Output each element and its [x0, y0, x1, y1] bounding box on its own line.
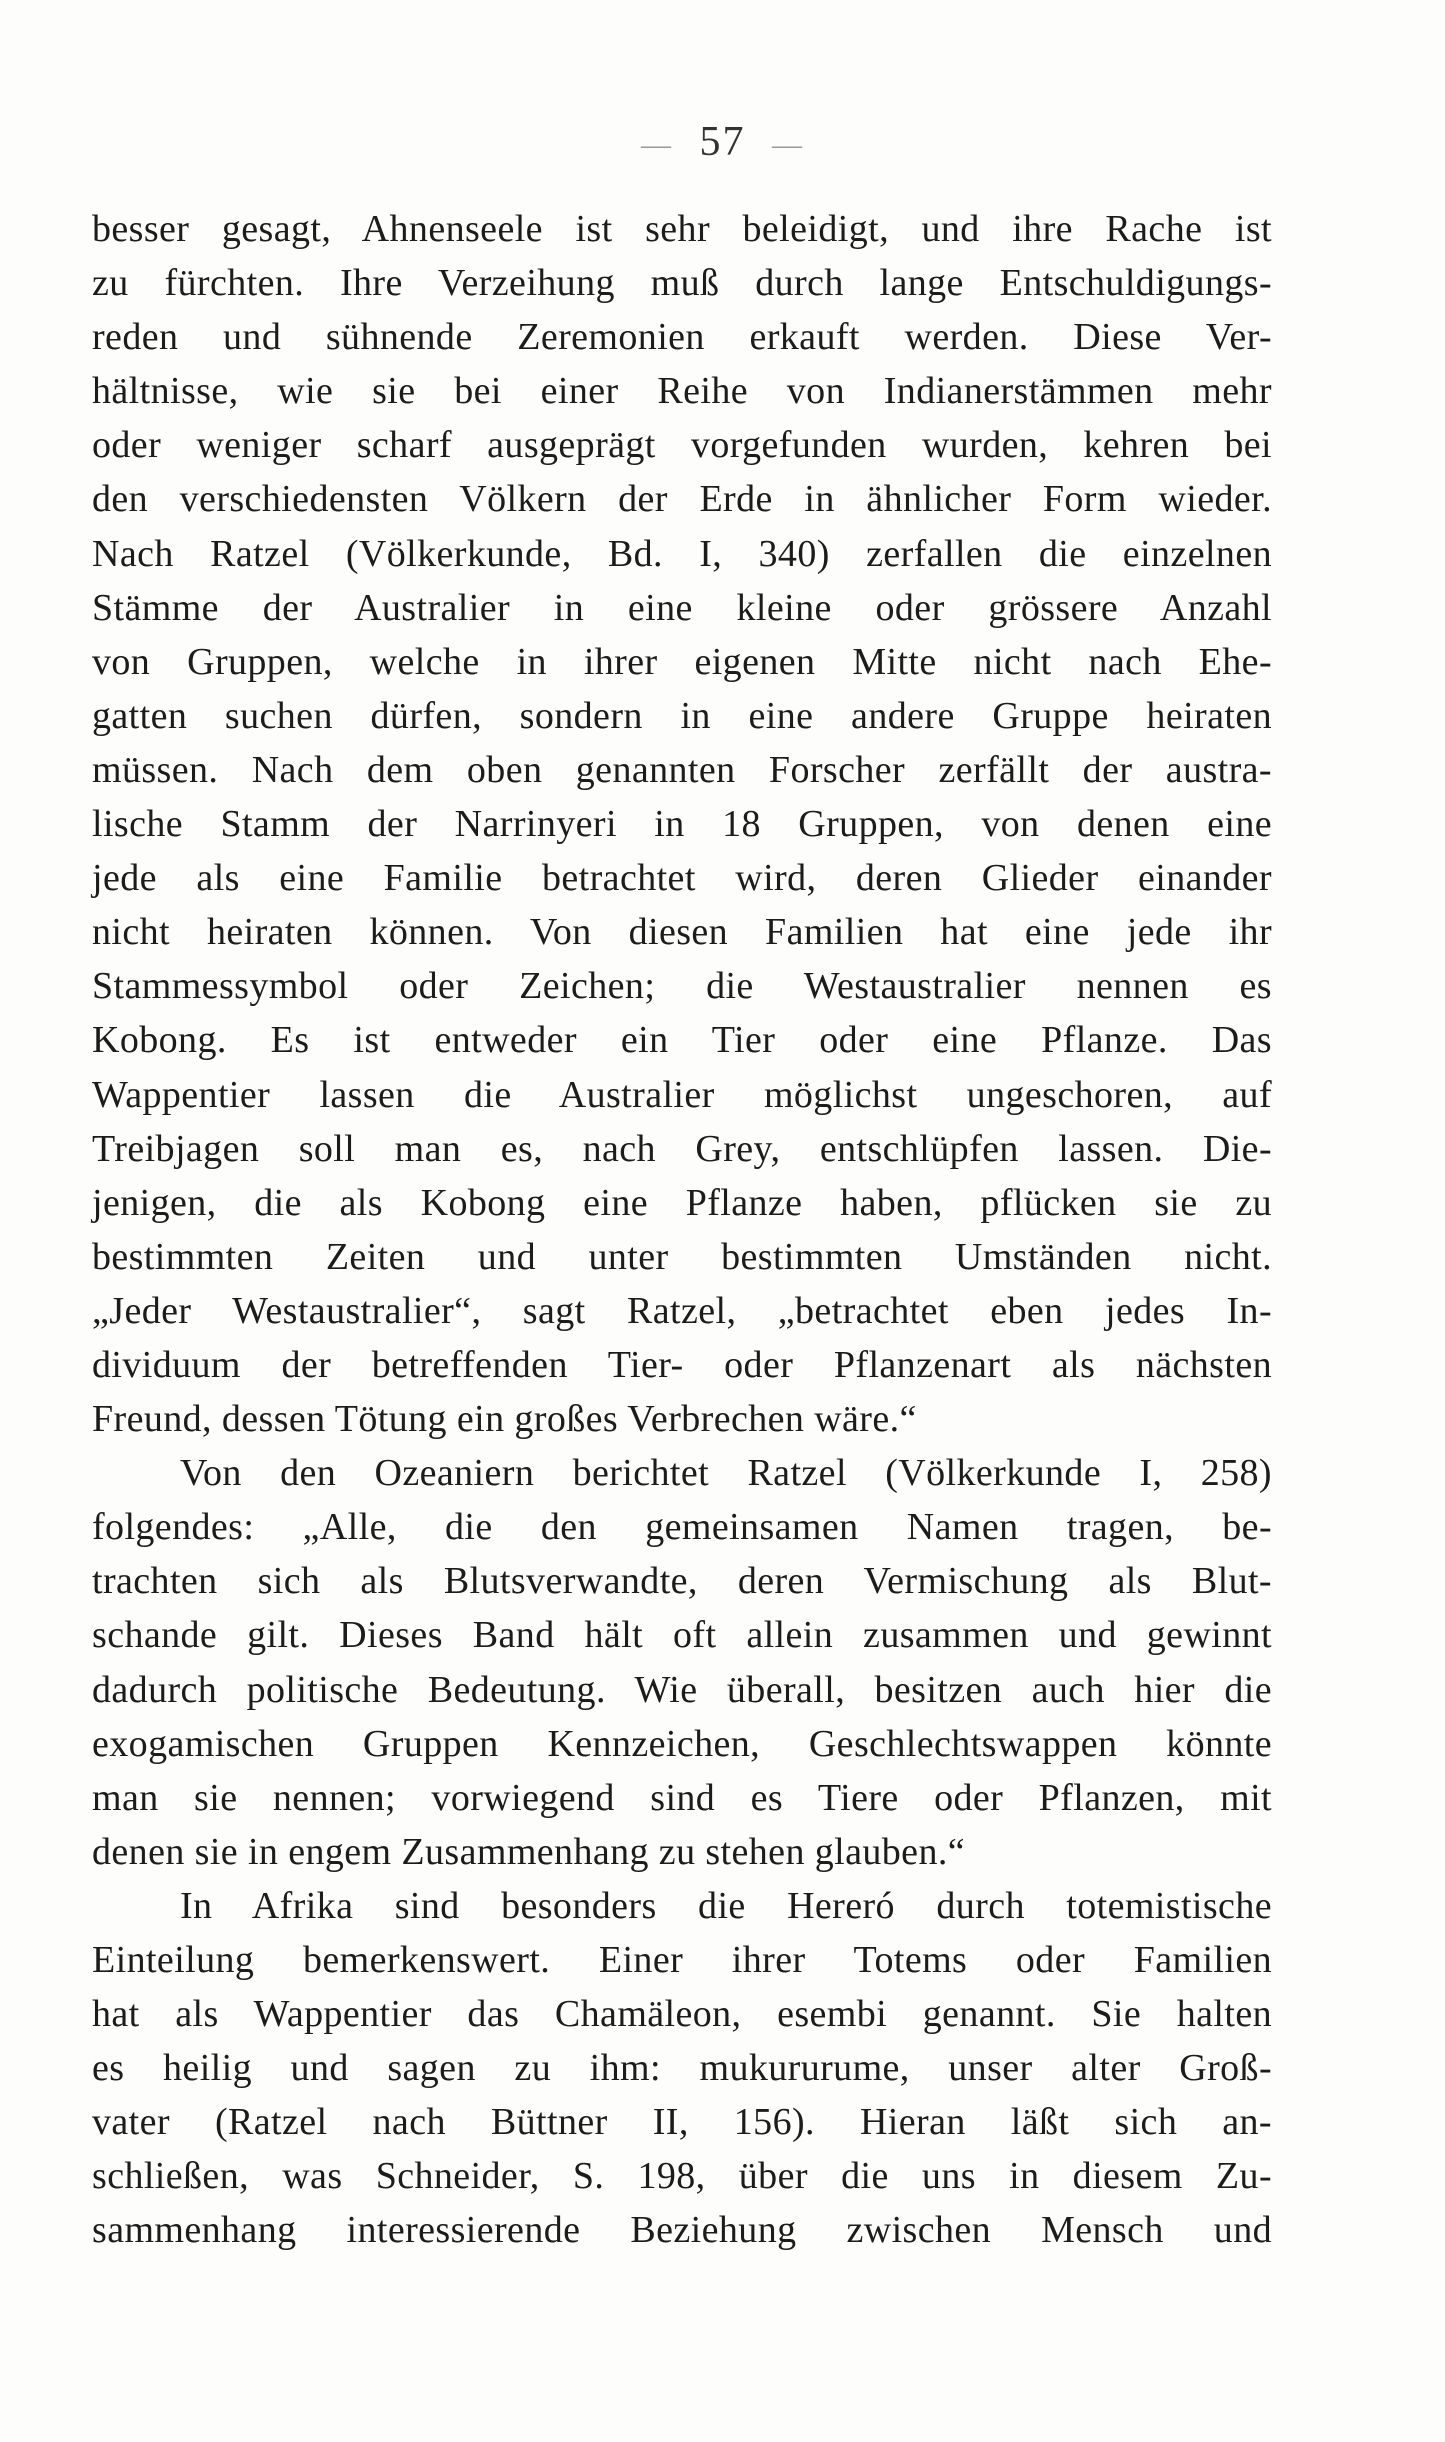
text-line: man sie nennen; vorwiegend sind es Tiere oder Pflanzen, mit: [92, 1776, 1272, 1819]
text-line: vater (Ratzel nach Büttner II, 156). Hieran läßt sich an-: [92, 2101, 1272, 2144]
text-line: Stämme der Australier in eine kleine oder grössere Anzahl: [92, 586, 1272, 629]
text-line: jede als eine Familie betrachtet wird, deren Glieder einander: [92, 857, 1272, 900]
text-line: Stammessymbol oder Zeichen; die Westaustralier nennen es: [92, 965, 1272, 1008]
text-line: In Afrika sind besonders die Hereró durch totemistische: [180, 1884, 1272, 1927]
text-line: reden und sühnende Zeremonien erkauft werden. Diese Ver-: [92, 316, 1272, 359]
text-line: Einteilung bemerkenswert. Einer ihrer Totems oder Familien: [92, 1939, 1272, 1981]
text-line: dividuum der betreffenden Tier- oder Pflanzenart als nächsten: [92, 1343, 1272, 1386]
text-line: hat als Wappentier das Chamäleon, esembi genannt. Sie halten: [92, 1993, 1272, 2036]
text-line: Von den Ozeaniern berichtet Ratzel (Völkerkunde I, 258): [180, 1452, 1272, 1495]
text-line: Treibjagen soll man es, nach Grey, entschlüpfen lassen. Die-: [92, 1127, 1272, 1170]
body-text: [92, 202, 1272, 2258]
text-line: es heilig und sagen zu ihm: mukururume, unser alter Groß-: [92, 2047, 1272, 2090]
text-line: den verschiedensten Völkern der Erde in ähnlicher Form wieder.: [92, 478, 1272, 521]
text-line: hältnisse, wie sie bei einer Reihe von Indianerstämmen mehr: [92, 370, 1272, 413]
text-line: schließen, was Schneider, S. 198, über die uns in diesem Zu-: [92, 2155, 1272, 2198]
page-header: [0, 118, 1445, 166]
text-line: „Jeder Westaustralier“, sagt Ratzel, „betrachtet eben jedes In-: [92, 1289, 1272, 1332]
text-line: Wappentier lassen die Australier möglichst ungeschoren, auf: [92, 1073, 1272, 1116]
text-line: folgendes: „Alle, die den gemeinsamen Namen tragen, be-: [92, 1506, 1272, 1549]
text-line: Kobong. Es ist entweder ein Tier oder eine Pflanze. Das: [92, 1019, 1272, 1062]
text-line: zu fürchten. Ihre Verzeihung muß durch lange Entschuldigungs-: [92, 262, 1272, 305]
text-line: besser gesagt, Ahnenseele ist sehr beleidigt, und ihre Rache ist: [92, 208, 1272, 250]
text-line: müssen. Nach dem oben genannten Forscher zerfällt der austra-: [92, 748, 1272, 791]
text-line: gatten suchen dürfen, sondern in eine andere Gruppe heiraten: [92, 694, 1272, 737]
text-line: Nach Ratzel (Völkerkunde, Bd. I, 340) zerfallen die einzelnen: [92, 532, 1272, 575]
text-line: bestimmten Zeiten und unter bestimmten Umständen nicht.: [92, 1235, 1272, 1278]
text-line: schande gilt. Dieses Band hält oft allein zusammen und gewinnt: [92, 1614, 1272, 1657]
text-line: Freund, dessen Tötung ein großes Verbrechen wäre.“: [92, 1398, 917, 1441]
text-line: lische Stamm der Narrinyeri in 18 Gruppen, von denen eine: [92, 803, 1272, 846]
text-line: exogamischen Gruppen Kennzeichen, Geschlechtswappen könnte: [92, 1722, 1272, 1765]
text-line: sammenhang interessierende Beziehung zwischen Mensch und: [92, 2209, 1272, 2252]
text-line: nicht heiraten können. Von diesen Familien hat eine jede ihr: [92, 911, 1272, 954]
text-line: von Gruppen, welche in ihrer eigenen Mitte nicht nach Ehe-: [92, 640, 1272, 683]
header-dash-left: —: [641, 128, 673, 162]
text-line: dadurch politische Bedeutung. Wie überall, besitzen auch hier die: [92, 1668, 1272, 1711]
text-line: jenigen, die als Kobong eine Pflanze haben, pflücken sie zu: [92, 1181, 1272, 1224]
text-line: trachten sich als Blutsverwandte, deren Vermischung als Blut-: [92, 1560, 1272, 1603]
page-number: 57: [699, 119, 746, 165]
text-line: denen sie in engem Zusammenhang zu stehen glauben.“: [92, 1830, 966, 1873]
header-dash-right: —: [772, 128, 804, 162]
text-line: oder weniger scharf ausgeprägt vorgefunden wurden, kehren bei: [92, 424, 1272, 467]
